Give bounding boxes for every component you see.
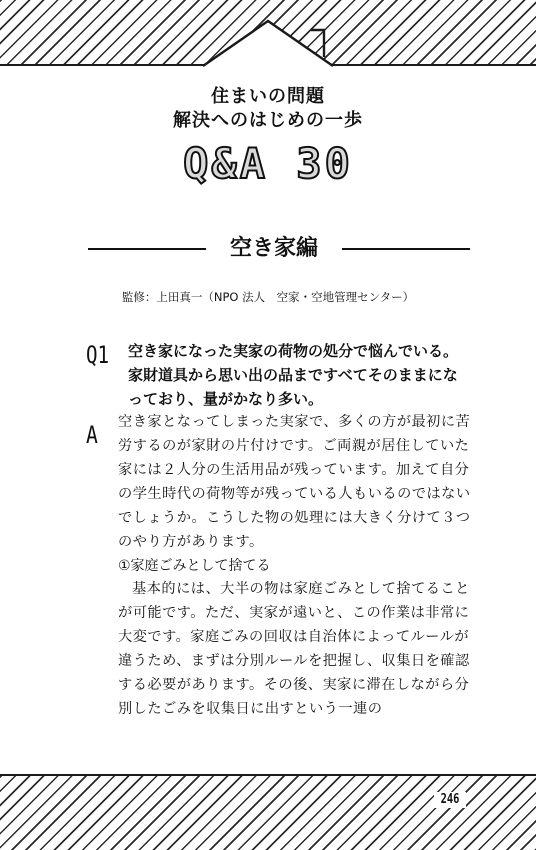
answer-subheading-1: ①家庭ごみとして捨てる xyxy=(118,558,271,575)
heading-rule-left xyxy=(88,248,206,250)
question-text: 空き家になった実家の荷物の処分で悩んでいる。家財道具から思い出の品まですべてそのままになっており、量がかなり多い。 xyxy=(128,342,459,408)
section-heading: 空き家編 xyxy=(229,236,318,261)
answer-label: A xyxy=(86,421,98,449)
supervisor-credit: 監修：上田真一（NPO 法人 空家・空地管理センター） xyxy=(121,290,415,304)
answer-paragraph-2: 基本的には、大半の物は家庭ごみとして捨てることが可能です。ただ、実家が遠いと、この作業は非常に大変です。家庭ごみの回収は自治体によってルールが違うため、まずは分別ルールを把握し、収集日を確認する必要があります。その後、実家に滞在しながら分別したごみを収集日に出すという一連の xyxy=(118,581,470,717)
heading-rule-right xyxy=(342,248,470,250)
page-number: 246 xyxy=(434,792,466,808)
answer-body xyxy=(118,411,474,722)
qa-30-title: Q&A 30 xyxy=(183,139,353,188)
question-label: Q1 xyxy=(86,341,110,369)
book-title-line-2: 解決へのはじめの一歩 xyxy=(173,110,363,131)
answer-paragraph-1: 空き家となってしまった実家で、多くの方が最初に苦労するのが家財の片付けです。ご両親が居住していた家には２人分の生活用品が残っています。加えて自分の学生時代の荷物等が残っている人もいるのではないでしょうか。こうした物の処理には大きく分けて３つのやり方があります。 xyxy=(118,414,471,550)
book-title-line-1: 住まいの問題 xyxy=(211,86,325,107)
bottom-hatched-banner xyxy=(0,774,536,850)
